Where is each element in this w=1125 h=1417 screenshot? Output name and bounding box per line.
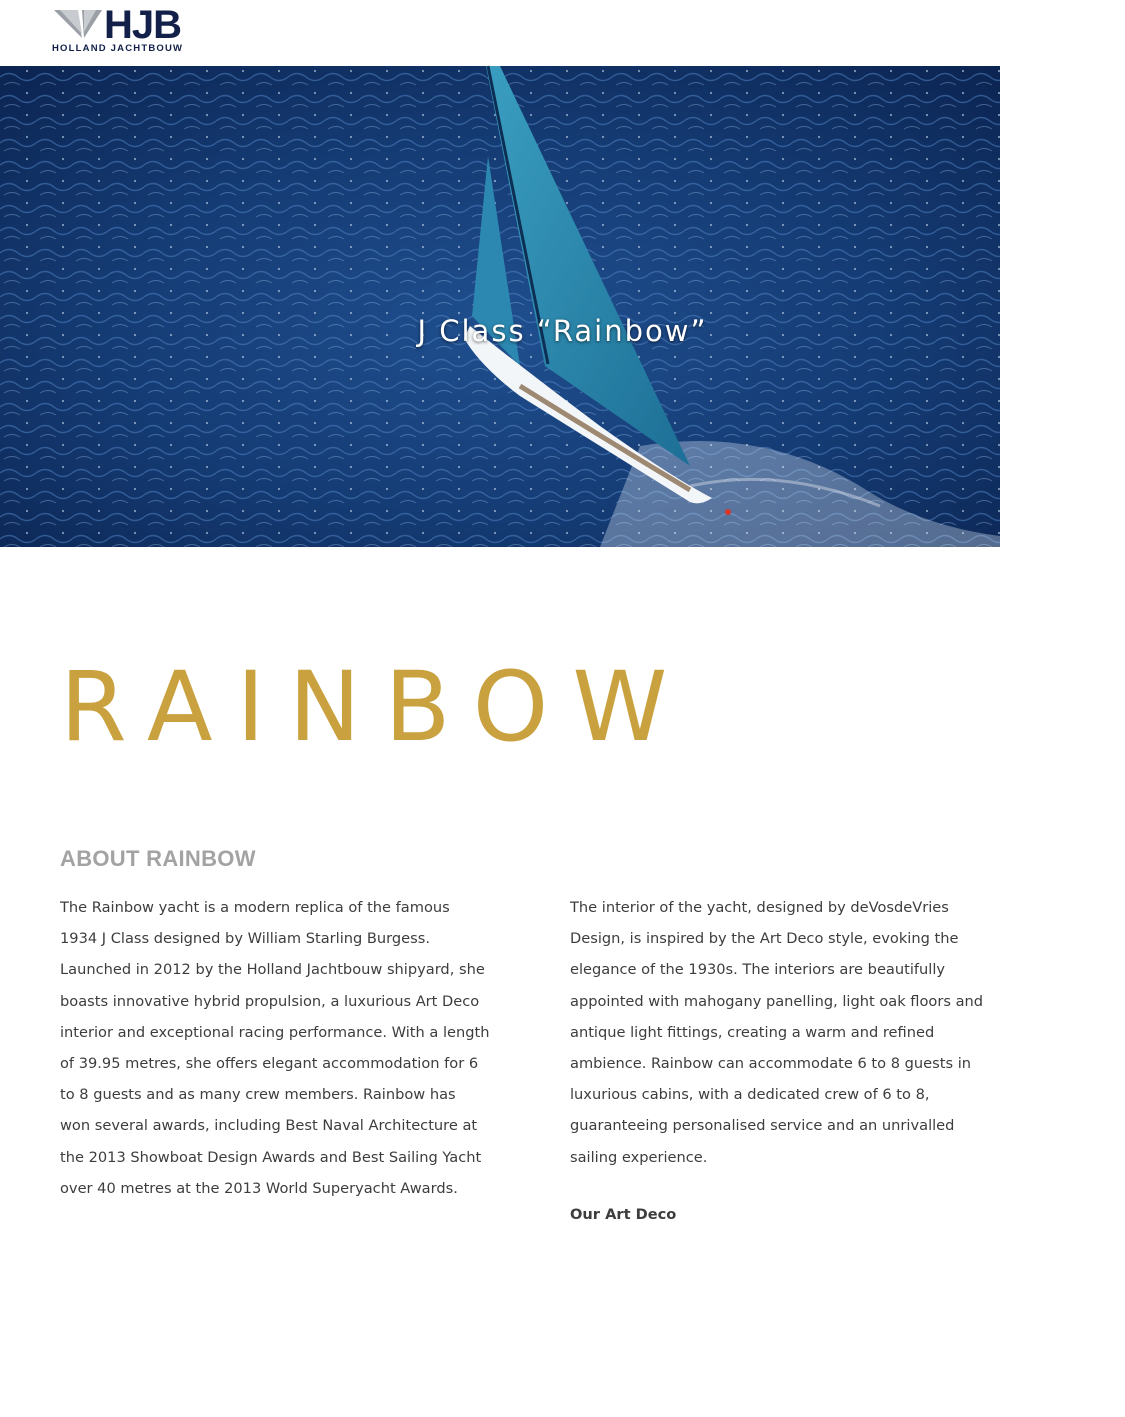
sail-emblem-icon	[52, 8, 104, 42]
hero-banner	[0, 66, 1000, 547]
about-right-paragraph: The interior of the yacht, designed by deVosdeVries Design, is inspired by the Art Deco style, evoking the elegance of the 1930s. The interiors are beautifully appointed with mahogany panelling, light oak floors and antique light fittings, creating a warm and refined ambience. Rainbow can accommodate 6 to 8 guests in luxurious cabins, with a dedicated crew of 6 to 8, guaranteeing personalised service and an unrivalled sailing experience.	[570, 899, 984, 1166]
logo-subtitle: HOLLAND JACHTBOUW	[52, 43, 184, 54]
about-left-column	[60, 892, 490, 1197]
hjb-logo[interactable]	[52, 3, 212, 58]
about-heading: ABOUT RAINBOW	[60, 846, 256, 871]
about-left-paragraph: The Rainbow yacht is a modern replica of the famous 1934 J Class designed by William Starling Burgess. Launched in 2012 by the Holland Jachtbouw shipyard, she boasts innovative hybrid propulsion, a luxurious Art Deco interior and exceptional racing performance. With a length of 39.95 metres, she offers elegant accommodation for 6 to 8 guests and as many crew members. Rainbow has won several awards, including Best Naval Architecture at the 2013 Showboat Design Awards and Best Sailing Yacht over 40 metres at the 2013 World Superyacht Awards.	[60, 899, 490, 1197]
about-right-more: Our Art Deco	[570, 1205, 677, 1223]
hero-title: J Class “Rainbow”	[417, 314, 708, 348]
logo-letters: HJB	[104, 3, 182, 47]
about-right-column	[570, 892, 995, 1223]
site-header	[0, 0, 1000, 66]
yacht-hero-image	[0, 66, 1000, 547]
yacht-name-title: RAINBOW	[60, 651, 692, 763]
